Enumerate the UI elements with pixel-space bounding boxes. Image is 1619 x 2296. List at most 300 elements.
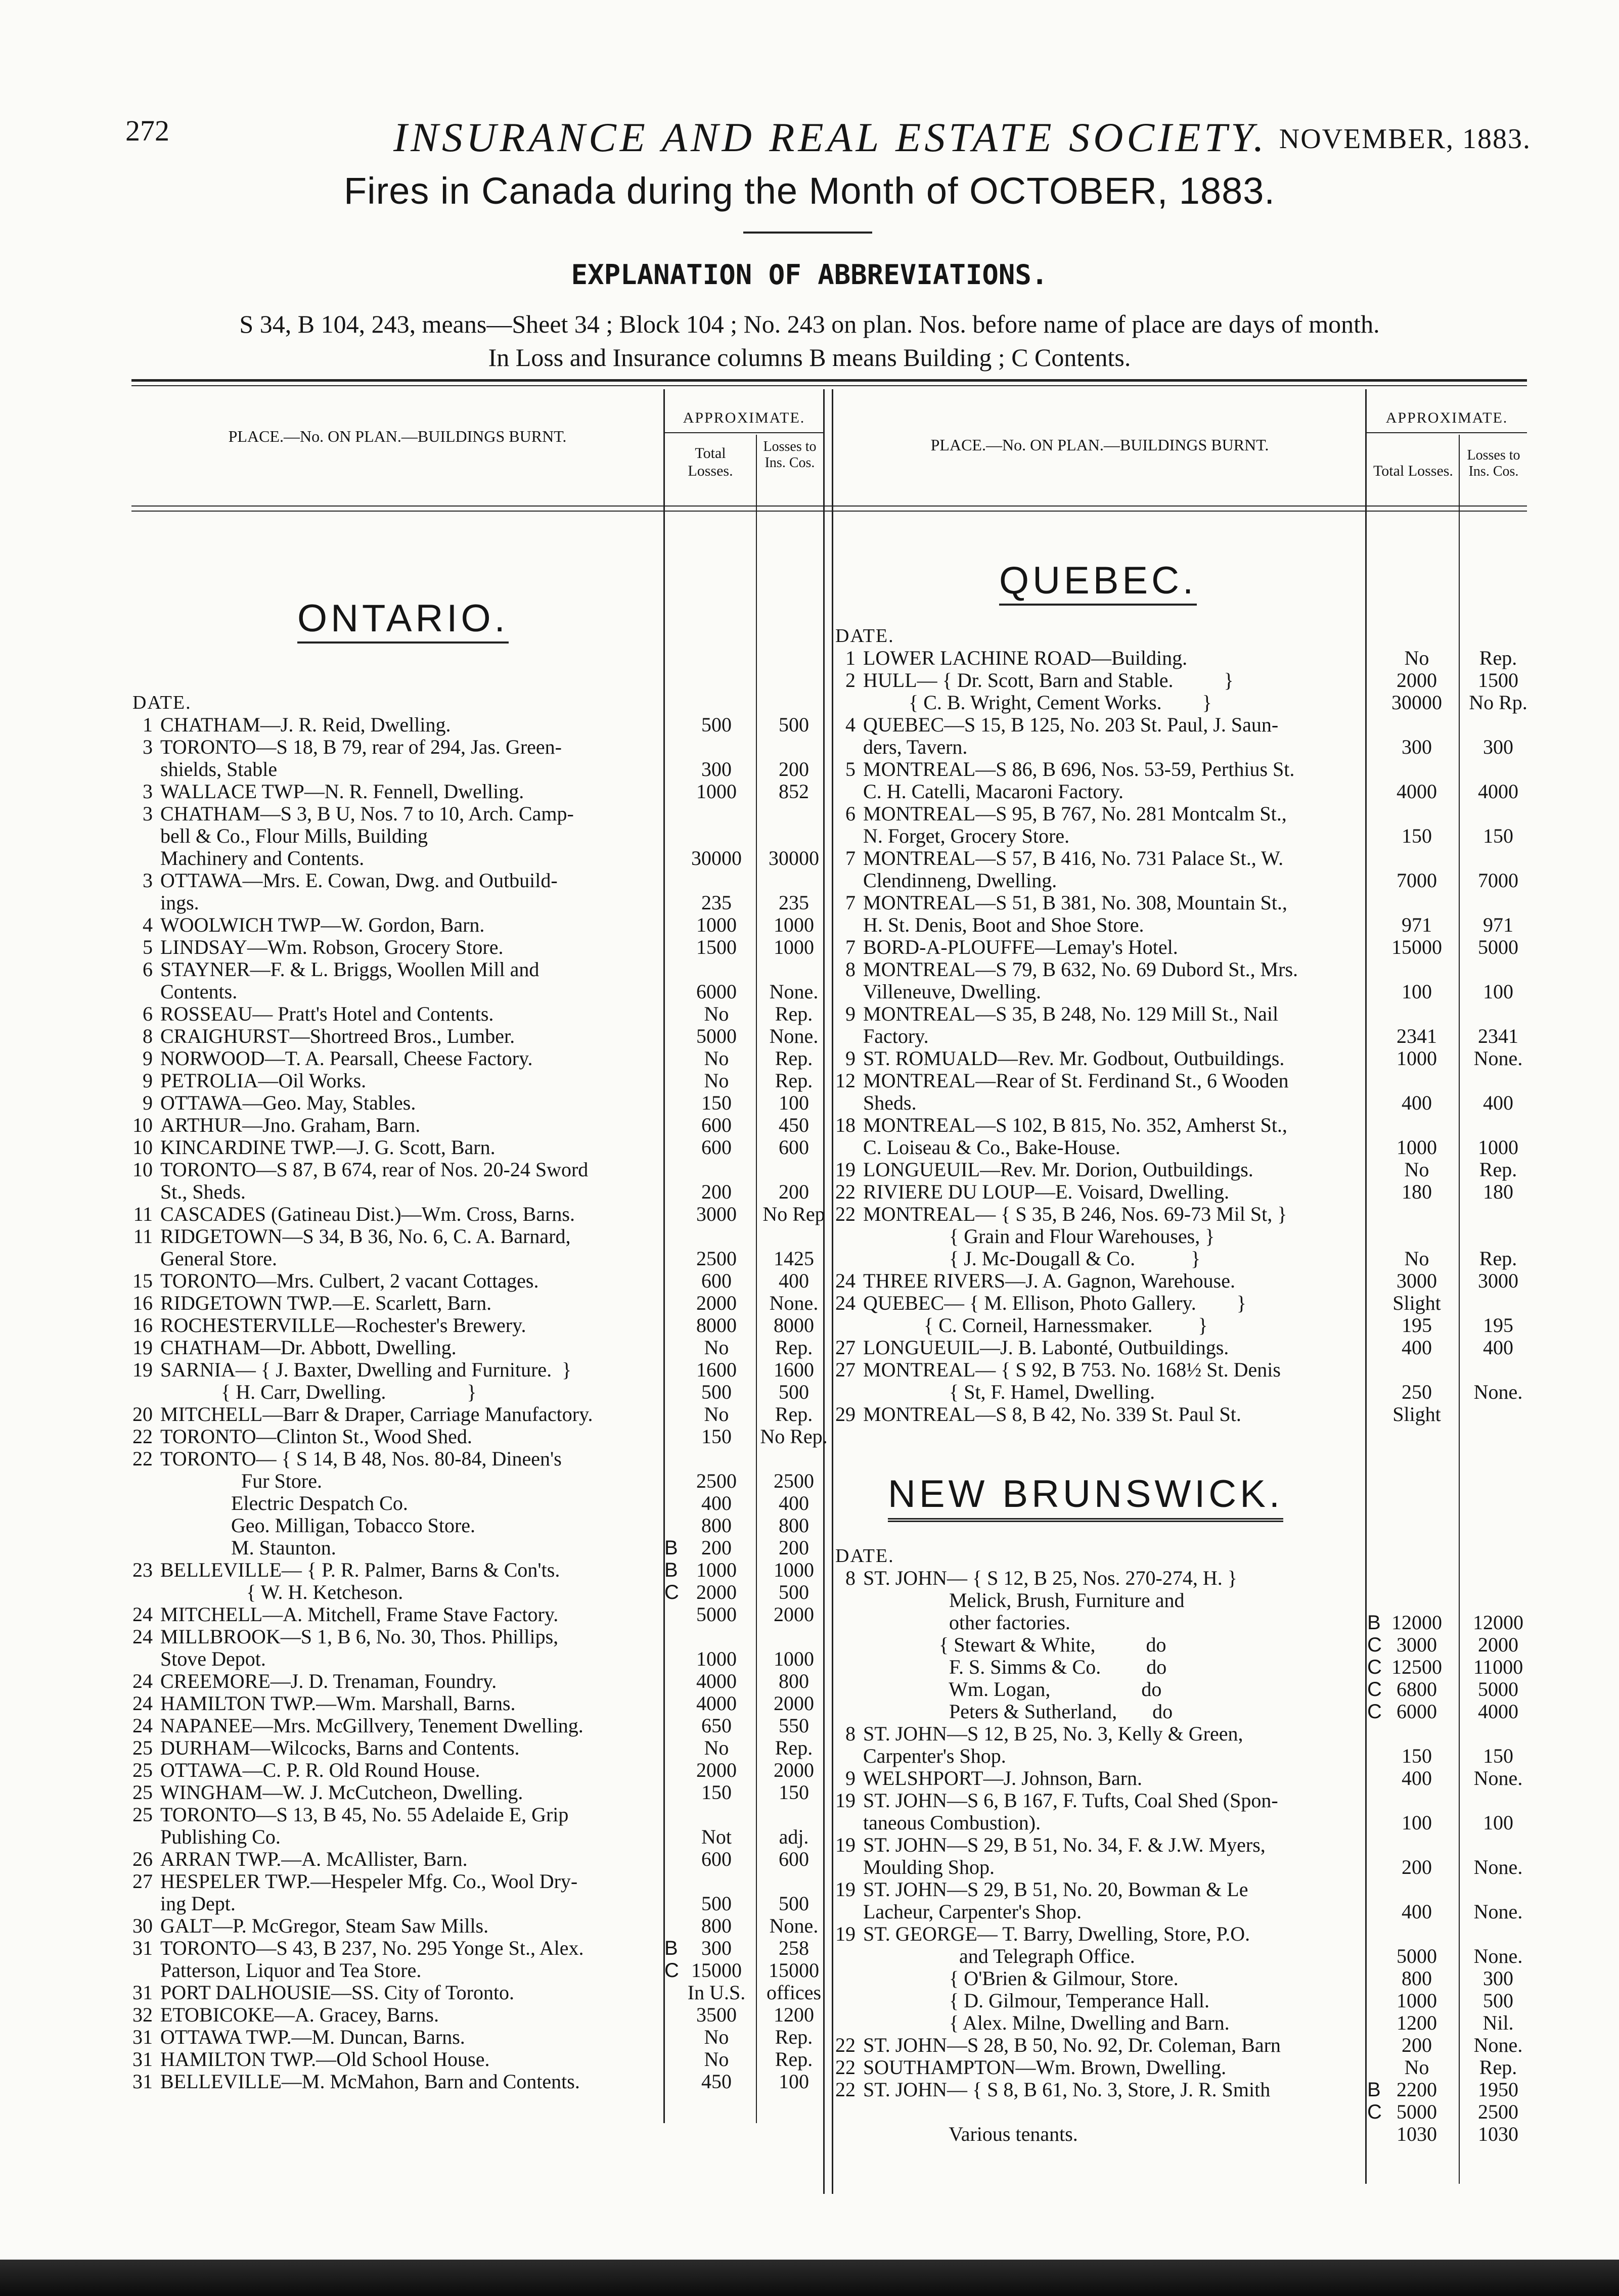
total-header-left: Total Losses. bbox=[688, 445, 733, 479]
insurance-loss-value: 200 bbox=[779, 1536, 809, 1559]
entry-description: RIVIERE DU LOUP—E. Voisard, Dwelling. bbox=[863, 1181, 1230, 1203]
total-loss-value: 500 bbox=[701, 713, 732, 736]
day-of-month: 9 bbox=[845, 1767, 856, 1789]
insurance-loss-value: 2341 bbox=[1478, 1025, 1518, 1047]
total-loss-value: 600 bbox=[701, 1848, 732, 1870]
entry-description: ST. JOHN— { S 8, B 61, No. 3, Store, J. R. Smith bbox=[863, 2079, 1271, 2101]
day-of-month: 9 bbox=[143, 1069, 153, 1092]
col-rule-left-total bbox=[663, 389, 665, 2123]
total-loss-value: 8000 bbox=[696, 1314, 737, 1337]
entry-description: ARRAN TWP.—A. McAllister, Barn. bbox=[160, 1848, 468, 1870]
day-of-month: 27 bbox=[835, 1358, 856, 1381]
entry-description: ARTHUR—Jno. Graham, Barn. bbox=[160, 1114, 421, 1136]
insurance-loss-value: offices bbox=[766, 1981, 822, 2004]
total-loss-value: 400 bbox=[701, 1492, 732, 1514]
insurance-loss-value: 200 bbox=[779, 758, 809, 780]
day-of-month: 1 bbox=[143, 713, 153, 736]
entry-description: ST. GEORGE— T. Barry, Dwelling, Store, P.O. bbox=[863, 1923, 1250, 1945]
approx-underline-right bbox=[1365, 432, 1527, 433]
total-loss-value: 30000 bbox=[1391, 691, 1442, 714]
building-contents-marker: B bbox=[664, 1937, 678, 1959]
day-of-month: 16 bbox=[132, 1292, 153, 1314]
page-number: 272 bbox=[125, 114, 169, 147]
insurance-loss-value: None. bbox=[1473, 1047, 1523, 1070]
total-loss-value: No bbox=[704, 1002, 729, 1025]
entry-description: St., Sheds. bbox=[160, 1181, 246, 1203]
insurance-loss-value: Rep. bbox=[775, 1403, 813, 1426]
day-of-month: 6 bbox=[143, 958, 153, 981]
entry-description: C. H. Catelli, Macaroni Factory. bbox=[863, 780, 1124, 803]
total-loss-value: 6000 bbox=[1397, 1700, 1437, 1723]
entry-description: THREE RIVERS—J. A. Gagnon, Warehouse. bbox=[863, 1270, 1235, 1292]
total-loss-value: 400 bbox=[1402, 1336, 1432, 1359]
total-loss-value: No bbox=[1404, 2056, 1429, 2079]
total-loss-value: 4000 bbox=[696, 1692, 737, 1715]
day-of-month: 19 bbox=[132, 1358, 153, 1381]
total-loss-value: 971 bbox=[1402, 913, 1432, 936]
insurance-loss-value: Rep. bbox=[1479, 647, 1517, 669]
total-loss-value: No bbox=[704, 1736, 729, 1759]
entry-description: Moulding Shop. bbox=[863, 1856, 995, 1878]
day-of-month: 27 bbox=[835, 1336, 856, 1359]
entry-description: MONTREAL—Rear of St. Ferdinand St., 6 Wooden bbox=[863, 1070, 1289, 1092]
total-loss-value: 1600 bbox=[696, 1358, 737, 1381]
day-of-month: 18 bbox=[835, 1114, 856, 1136]
entry-description: TORONTO— { S 14, B 48, Nos. 80-84, Dineen's bbox=[160, 1448, 562, 1470]
insurance-loss-value: 180 bbox=[1483, 1180, 1513, 1203]
total-loss-value: 6800 bbox=[1397, 1678, 1437, 1701]
insurance-loss-value: No Rep bbox=[762, 1203, 825, 1225]
insurance-loss-value: Rep. bbox=[775, 1047, 813, 1070]
building-contents-marker: B bbox=[1367, 1612, 1381, 1634]
insurance-loss-value: 500 bbox=[779, 713, 809, 736]
day-of-month: 8 bbox=[845, 1722, 856, 1745]
entry-description: Machinery and Contents. bbox=[160, 847, 365, 869]
insurance-loss-value: 450 bbox=[779, 1114, 809, 1136]
entry-description: TORONTO—S 13, B 45, No. 55 Adelaide E, Grip bbox=[160, 1804, 569, 1826]
insurance-loss-value: 2000 bbox=[1478, 1633, 1518, 1656]
insurance-loss-value: 400 bbox=[779, 1269, 809, 1292]
entry-description: { Grain and Flour Warehouses, } bbox=[863, 1225, 1215, 1248]
entry-description: Various tenants. bbox=[863, 2123, 1078, 2145]
day-of-month: 32 bbox=[132, 2003, 153, 2026]
entry-description: HESPELER TWP.—Hespeler Mfg. Co., Wool Dry- bbox=[160, 1870, 578, 1893]
insurance-loss-value: adj. bbox=[779, 1825, 809, 1848]
insurance-loss-value: 7000 bbox=[1478, 869, 1518, 892]
day-of-month: 25 bbox=[132, 1781, 153, 1804]
quebec-title: QUEBEC. bbox=[999, 559, 1197, 606]
entry-description: PETROLIA—Oil Works. bbox=[160, 1070, 367, 1092]
insurance-loss-value: 971 bbox=[1483, 913, 1513, 936]
day-of-month: 9 bbox=[845, 1002, 856, 1025]
total-loss-value: Slight bbox=[1392, 1292, 1441, 1314]
total-loss-value: 150 bbox=[1402, 824, 1432, 847]
insurance-loss-value: None. bbox=[769, 1914, 819, 1937]
insurance-loss-value: 5000 bbox=[1478, 1678, 1518, 1701]
total-loss-value: 2000 bbox=[1397, 669, 1437, 692]
insurance-loss-value: Rep. bbox=[1479, 2056, 1517, 2079]
insurance-loss-value: 400 bbox=[779, 1492, 809, 1514]
day-of-month: 24 bbox=[835, 1292, 856, 1314]
entry-description: Contents. bbox=[160, 981, 238, 1003]
entry-description: SARNIA— { J. Baxter, Dwelling and Furniture. } bbox=[160, 1359, 572, 1381]
insurance-loss-value: 852 bbox=[779, 780, 809, 803]
place-header-left: PLACE.—No. ON PLAN.—BUILDINGS BURNT. bbox=[228, 427, 567, 445]
day-of-month: 10 bbox=[132, 1114, 153, 1136]
total-loss-value: 200 bbox=[701, 1180, 732, 1203]
entry-description: Electric Despatch Co. bbox=[160, 1492, 408, 1514]
ontario-date-label: DATE. bbox=[132, 692, 192, 713]
entry-description: ing Dept. bbox=[160, 1893, 236, 1915]
entry-description: MONTREAL— { S 35, B 246, Nos. 69-73 Mil St, } bbox=[863, 1203, 1287, 1225]
entry-description: MONTREAL—S 35, B 248, No. 129 Mill St., Nail bbox=[863, 1003, 1279, 1025]
total-loss-value: 800 bbox=[701, 1914, 732, 1937]
entry-description: C. Loiseau & Co., Bake-House. bbox=[863, 1136, 1120, 1159]
day-of-month: 31 bbox=[132, 2026, 153, 2048]
insurance-loss-value: None. bbox=[1473, 1945, 1523, 1967]
day-of-month: 22 bbox=[132, 1425, 153, 1448]
insurance-loss-value: 300 bbox=[1483, 736, 1513, 758]
approx-header-left: APPROXIMATE. bbox=[683, 409, 805, 426]
total-loss-value: 2341 bbox=[1397, 1025, 1437, 1047]
day-of-month: 10 bbox=[132, 1158, 153, 1181]
total-loss-value: 5000 bbox=[696, 1025, 737, 1047]
day-of-month: 23 bbox=[132, 1558, 153, 1581]
entry-description: CASCADES (Gatineau Dist.)—Wm. Cross, Barns. bbox=[160, 1203, 575, 1225]
total-loss-value: 1000 bbox=[696, 780, 737, 803]
insurance-loss-value: 12000 bbox=[1473, 1611, 1523, 1634]
total-loss-value: 7000 bbox=[1397, 869, 1437, 892]
col-rule-center-2 bbox=[832, 389, 833, 2194]
insurance-loss-value: Nil. bbox=[1482, 2011, 1514, 2034]
day-of-month: 8 bbox=[845, 1567, 856, 1589]
day-of-month: 6 bbox=[845, 802, 856, 825]
day-of-month: 7 bbox=[845, 936, 856, 958]
entry-description: Carpenter's Shop. bbox=[863, 1745, 1006, 1767]
day-of-month: 3 bbox=[143, 736, 153, 758]
entry-description: Sheds. bbox=[863, 1092, 917, 1114]
total-loss-value: 3000 bbox=[1397, 1269, 1437, 1292]
entry-description: LINDSAY—Wm. Robson, Grocery Store. bbox=[160, 936, 504, 958]
total-loss-value: 2000 bbox=[696, 1292, 737, 1314]
entry-description: CREEMORE—J. D. Trenaman, Foundry. bbox=[160, 1670, 497, 1692]
total-loss-value: 4000 bbox=[1397, 780, 1437, 803]
entry-description: { St, F. Hamel, Dwelling. bbox=[863, 1381, 1155, 1403]
ins-header-left: Losses to Ins. Cos. bbox=[763, 439, 817, 471]
insurance-loss-value: 100 bbox=[1483, 1811, 1513, 1834]
day-of-month: 29 bbox=[835, 1403, 856, 1426]
day-of-month: 19 bbox=[835, 1922, 856, 1945]
entry-description: WINGHAM—W. J. McCutcheon, Dwelling. bbox=[160, 1781, 523, 1804]
day-of-month: 6 bbox=[143, 1002, 153, 1025]
total-loss-value: 100 bbox=[1402, 980, 1432, 1003]
entry-description: Publishing Co. bbox=[160, 1826, 281, 1848]
total-loss-value: 600 bbox=[701, 1114, 732, 1136]
insurance-loss-value: None. bbox=[1473, 2034, 1523, 2056]
entry-description: ST. ROMUALD—Rev. Mr. Godbout, Outbuildings. bbox=[863, 1047, 1285, 1070]
total-loss-value: 5000 bbox=[696, 1603, 737, 1626]
insurance-loss-value: 2000 bbox=[774, 1603, 814, 1626]
total-loss-value: 400 bbox=[1402, 1900, 1432, 1923]
insurance-loss-value: None. bbox=[1473, 1381, 1523, 1403]
abbreviations-line-2: In Loss and Insurance columns B means Building ; C Contents. bbox=[488, 343, 1131, 372]
total-loss-value: 15000 bbox=[691, 1959, 742, 1982]
total-loss-value: 1000 bbox=[1397, 1047, 1437, 1070]
entry-description: MITCHELL—Barr & Draper, Carriage Manufactory. bbox=[160, 1403, 593, 1426]
total-loss-value: 2200 bbox=[1397, 2078, 1437, 2101]
entry-description: General Store. bbox=[160, 1248, 278, 1270]
total-loss-value: No bbox=[704, 1336, 729, 1359]
approx-header-right: APPROXIMATE. bbox=[1385, 409, 1508, 426]
day-of-month: 16 bbox=[132, 1314, 153, 1337]
day-of-month: 7 bbox=[845, 847, 856, 869]
insurance-loss-value: 300 bbox=[1483, 1967, 1513, 1990]
insurance-loss-value: Rep. bbox=[1479, 1247, 1517, 1270]
day-of-month: 22 bbox=[132, 1447, 153, 1470]
entry-description: H. St. Denis, Boot and Shoe Store. bbox=[863, 914, 1144, 936]
issue-date: NOVEMBER, 1883. bbox=[1279, 123, 1531, 155]
insurance-loss-value: 4000 bbox=[1478, 780, 1518, 803]
insurance-loss-value: 2500 bbox=[1478, 2100, 1518, 2123]
total-loss-value: Slight bbox=[1392, 1403, 1441, 1426]
total-loss-value: Not bbox=[701, 1825, 732, 1848]
building-contents-marker: C bbox=[664, 1581, 679, 1603]
insurance-loss-value: None. bbox=[769, 980, 819, 1003]
day-of-month: 25 bbox=[132, 1759, 153, 1781]
day-of-month: 24 bbox=[132, 1625, 153, 1648]
insurance-loss-value: 800 bbox=[779, 1670, 809, 1692]
insurance-loss-value: 500 bbox=[779, 1581, 809, 1603]
entry-description: LONGUEUIL—J. B. Labonté, Outbuildings. bbox=[863, 1337, 1229, 1359]
ontario-title: ONTARIO. bbox=[297, 596, 509, 644]
day-of-month: 5 bbox=[845, 758, 856, 780]
day-of-month: 8 bbox=[845, 958, 856, 981]
insurance-loss-value: 8000 bbox=[774, 1314, 814, 1337]
total-loss-value: 195 bbox=[1402, 1314, 1432, 1337]
table-top-rule-thin bbox=[131, 385, 1527, 386]
total-loss-value: 150 bbox=[1402, 1744, 1432, 1767]
nb-date-label: DATE. bbox=[835, 1545, 894, 1567]
entry-description: ST. JOHN— { S 12, B 25, Nos. 270-274, H. } bbox=[863, 1567, 1237, 1589]
total-loss-value: 12500 bbox=[1391, 1656, 1442, 1678]
entry-description: { C. Corneil, Harnessmaker. } bbox=[863, 1314, 1208, 1337]
entry-description: HULL— { Dr. Scott, Barn and Stable. } bbox=[863, 669, 1234, 692]
entry-description: TORONTO—S 87, B 674, rear of Nos. 20-24 Sword bbox=[160, 1159, 589, 1181]
entry-description: ROCHESTERVILLE—Rochester's Brewery. bbox=[160, 1314, 526, 1337]
day-of-month: 24 bbox=[132, 1714, 153, 1737]
entry-description: Factory. bbox=[863, 1025, 929, 1047]
total-loss-value: 1000 bbox=[696, 913, 737, 936]
day-of-month: 3 bbox=[143, 780, 153, 803]
entry-description: WELSHPORT—J. Johnson, Barn. bbox=[863, 1767, 1143, 1789]
entry-description: { W. H. Ketcheson. bbox=[160, 1581, 403, 1603]
total-loss-value: 180 bbox=[1402, 1180, 1432, 1203]
insurance-loss-value: None. bbox=[769, 1292, 819, 1314]
total-loss-value: 30000 bbox=[691, 847, 742, 869]
insurance-loss-value: 400 bbox=[1483, 1091, 1513, 1114]
insurance-loss-value: 1600 bbox=[774, 1358, 814, 1381]
total-loss-value: No bbox=[704, 2026, 729, 2048]
entry-description: TORONTO—S 18, B 79, rear of 294, Jas. Green- bbox=[160, 736, 562, 758]
day-of-month: 8 bbox=[143, 1025, 153, 1047]
insurance-loss-value: 1000 bbox=[774, 936, 814, 958]
day-of-month: 9 bbox=[845, 1047, 856, 1070]
insurance-loss-value: None. bbox=[769, 1025, 819, 1047]
insurance-loss-value: No Rep. bbox=[760, 1425, 828, 1448]
abbreviations-heading: EXPLANATION OF ABBREVIATIONS. bbox=[571, 259, 1048, 291]
day-of-month: 24 bbox=[132, 1603, 153, 1626]
insurance-loss-value: 150 bbox=[1483, 824, 1513, 847]
entry-description: MONTREAL—S 8, B 42, No. 339 St. Paul St. bbox=[863, 1403, 1241, 1426]
insurance-loss-value: 100 bbox=[1483, 980, 1513, 1003]
day-of-month: 31 bbox=[132, 1937, 153, 1959]
total-loss-value: 400 bbox=[1402, 1767, 1432, 1789]
day-of-month: 19 bbox=[835, 1158, 856, 1181]
insurance-loss-value: Rep. bbox=[775, 1736, 813, 1759]
day-of-month: 26 bbox=[132, 1848, 153, 1870]
total-loss-value: No bbox=[704, 1047, 729, 1070]
day-of-month: 4 bbox=[143, 913, 153, 936]
col-rule-right-total bbox=[1365, 389, 1367, 2184]
total-loss-value: 5000 bbox=[1397, 2100, 1437, 2123]
entry-description: ST. JOHN—S 12, B 25, No. 3, Kelly & Green, bbox=[863, 1723, 1243, 1745]
building-contents-marker: B bbox=[664, 1559, 678, 1581]
total-loss-value: 150 bbox=[701, 1425, 732, 1448]
insurance-loss-value: No Rp. bbox=[1469, 691, 1527, 714]
day-of-month: 12 bbox=[835, 1069, 856, 1092]
insurance-loss-value: 1000 bbox=[1478, 1136, 1518, 1159]
total-loss-value: 3000 bbox=[1397, 1633, 1437, 1656]
day-of-month: 5 bbox=[143, 936, 153, 958]
total-loss-value: 2500 bbox=[696, 1247, 737, 1270]
entry-description: bell & Co., Flour Mills, Building bbox=[160, 825, 428, 847]
entry-description: CHATHAM—S 3, B U, Nos. 7 to 10, Arch. Camp- bbox=[160, 803, 574, 825]
page-bottom-edge bbox=[0, 2260, 1619, 2296]
insurance-loss-value: None. bbox=[1473, 1767, 1523, 1789]
insurance-loss-value: 1000 bbox=[774, 1647, 814, 1670]
place-header-right: PLACE.—No. ON PLAN.—BUILDINGS BURNT. bbox=[930, 436, 1269, 454]
title-divider bbox=[743, 232, 872, 234]
total-loss-value: 100 bbox=[1402, 1811, 1432, 1834]
total-loss-value: 1000 bbox=[696, 1647, 737, 1670]
insurance-loss-value: 600 bbox=[779, 1848, 809, 1870]
entry-description: HAMILTON TWP.—Wm. Marshall, Barns. bbox=[160, 1692, 516, 1715]
entry-description: BELLEVILLE— { P. R. Palmer, Barns & Con'ts. bbox=[160, 1559, 560, 1581]
entry-description: QUEBEC— { M. Ellison, Photo Gallery. } bbox=[863, 1292, 1247, 1314]
table-header-rule-2 bbox=[131, 511, 1527, 512]
insurance-loss-value: 195 bbox=[1483, 1314, 1513, 1337]
total-loss-value: 200 bbox=[701, 1536, 732, 1559]
entry-description: ST. JOHN—S 29, B 51, No. 20, Bowman & Le bbox=[863, 1878, 1248, 1901]
ins-header-right: Losses to Ins. Cos. bbox=[1467, 447, 1520, 480]
total-loss-value: 6000 bbox=[696, 980, 737, 1003]
day-of-month: 22 bbox=[835, 2034, 856, 2056]
insurance-loss-value: 30000 bbox=[769, 847, 819, 869]
day-of-month: 19 bbox=[835, 1789, 856, 1812]
entry-description: OTTAWA—C. P. R. Old Round House. bbox=[160, 1759, 480, 1781]
entry-description: TORONTO—S 43, B 237, No. 295 Yonge St., Alex. bbox=[160, 1937, 584, 1959]
day-of-month: 24 bbox=[132, 1692, 153, 1715]
day-of-month: 30 bbox=[132, 1914, 153, 1937]
day-of-month: 20 bbox=[132, 1403, 153, 1426]
insurance-loss-value: 550 bbox=[779, 1714, 809, 1737]
insurance-loss-value: 1000 bbox=[774, 913, 814, 936]
day-of-month: 1 bbox=[845, 647, 856, 669]
insurance-loss-value: 1030 bbox=[1478, 2123, 1518, 2145]
entry-description: Geo. Milligan, Tobacco Store. bbox=[160, 1514, 476, 1537]
insurance-loss-value: Rep. bbox=[775, 1336, 813, 1359]
day-of-month: 25 bbox=[132, 1736, 153, 1759]
insurance-loss-value: 150 bbox=[1483, 1744, 1513, 1767]
entry-description: QUEBEC—S 15, B 125, No. 203 St. Paul, J. Saun- bbox=[863, 714, 1279, 736]
day-of-month: 31 bbox=[132, 2070, 153, 2093]
entry-description: OTTAWA TWP.—M. Duncan, Barns. bbox=[160, 2026, 465, 2048]
entry-description: SOUTHAMPTON—Wm. Brown, Dwelling. bbox=[863, 2056, 1227, 2079]
building-contents-marker: C bbox=[1367, 1678, 1382, 1701]
insurance-loss-value: 2500 bbox=[774, 1470, 814, 1492]
entry-description: Fur Store. bbox=[160, 1470, 322, 1492]
entry-description: ST. JOHN—S 6, B 167, F. Tufts, Coal Shed (Spon- bbox=[863, 1789, 1278, 1812]
building-contents-marker: B bbox=[1367, 2079, 1381, 2101]
abbreviations-line-1: S 34, B 104, 243, means—Sheet 34 ; Block 104 ; No. 243 on plan. Nos. before name of place are days of month. bbox=[239, 310, 1380, 338]
entry-description: N. Forget, Grocery Store. bbox=[863, 825, 1070, 847]
insurance-loss-value: 11000 bbox=[1473, 1656, 1523, 1678]
insurance-loss-value: Rep. bbox=[775, 1069, 813, 1092]
total-loss-value: No bbox=[704, 1403, 729, 1426]
entry-description: WOOLWICH TWP—W. Gordon, Barn. bbox=[160, 914, 485, 936]
day-of-month: 22 bbox=[835, 2078, 856, 2101]
entry-description: STAYNER—F. & L. Briggs, Woollen Mill and bbox=[160, 958, 539, 981]
insurance-loss-value: 15000 bbox=[769, 1959, 819, 1982]
insurance-loss-value: Rep. bbox=[1479, 1158, 1517, 1181]
new-brunswick-title: NEW BRUNSWICK. bbox=[888, 1472, 1283, 1522]
total-loss-value: 600 bbox=[701, 1136, 732, 1159]
insurance-loss-value: 500 bbox=[779, 1892, 809, 1915]
day-of-month: 24 bbox=[835, 1269, 856, 1292]
entry-description: RIDGETOWN TWP.—E. Scarlett, Barn. bbox=[160, 1292, 492, 1314]
insurance-loss-value: 500 bbox=[1483, 1989, 1513, 2012]
day-of-month: 3 bbox=[143, 802, 153, 825]
entry-description: F. S. Simms & Co. do bbox=[863, 1656, 1167, 1678]
insurance-loss-value: Rep. bbox=[775, 2048, 813, 2071]
entry-description: OTTAWA—Geo. May, Stables. bbox=[160, 1092, 416, 1114]
entry-description: ST. JOHN—S 28, B 50, No. 92, Dr. Coleman, Barn bbox=[863, 2034, 1281, 2056]
day-of-month: 31 bbox=[132, 1981, 153, 2004]
entry-description: ETOBICOKE—A. Gracey, Barns. bbox=[160, 2004, 439, 2026]
day-of-month: 19 bbox=[835, 1833, 856, 1856]
entry-description: { D. Gilmour, Temperance Hall. bbox=[863, 1990, 1210, 2012]
entry-description: RIDGETOWN—S 34, B 36, No. 6, C. A. Barnard, bbox=[160, 1225, 571, 1248]
total-loss-value: No bbox=[1404, 1158, 1429, 1181]
total-loss-value: 300 bbox=[701, 1937, 732, 1959]
day-of-month: 2 bbox=[845, 669, 856, 692]
day-of-month: 9 bbox=[143, 1047, 153, 1070]
publication-title: INSURANCE AND REAL ESTATE SOCIETY. bbox=[393, 114, 1268, 160]
entry-description: PORT DALHOUSIE—SS. City of Toronto. bbox=[160, 1982, 515, 2004]
day-of-month: 22 bbox=[835, 2056, 856, 2079]
building-contents-marker: C bbox=[1367, 2101, 1382, 2123]
total-loss-value: 200 bbox=[1402, 1856, 1432, 1878]
total-loss-value: 235 bbox=[701, 891, 732, 914]
entry-description: BORD-A-PLOUFFE—Lemay's Hotel. bbox=[863, 936, 1178, 958]
total-loss-value: 250 bbox=[1402, 1381, 1432, 1403]
entry-description: NAPANEE—Mrs. McGillvery, Tenement Dwelling. bbox=[160, 1715, 583, 1737]
quebec-date-label: DATE. bbox=[835, 625, 894, 647]
entry-description: ders, Tavern. bbox=[863, 736, 968, 758]
total-loss-value: 400 bbox=[1402, 1091, 1432, 1114]
entry-description: Melick, Brush, Furniture and bbox=[863, 1589, 1185, 1612]
entry-description: and Telegraph Office. bbox=[863, 1945, 1135, 1967]
